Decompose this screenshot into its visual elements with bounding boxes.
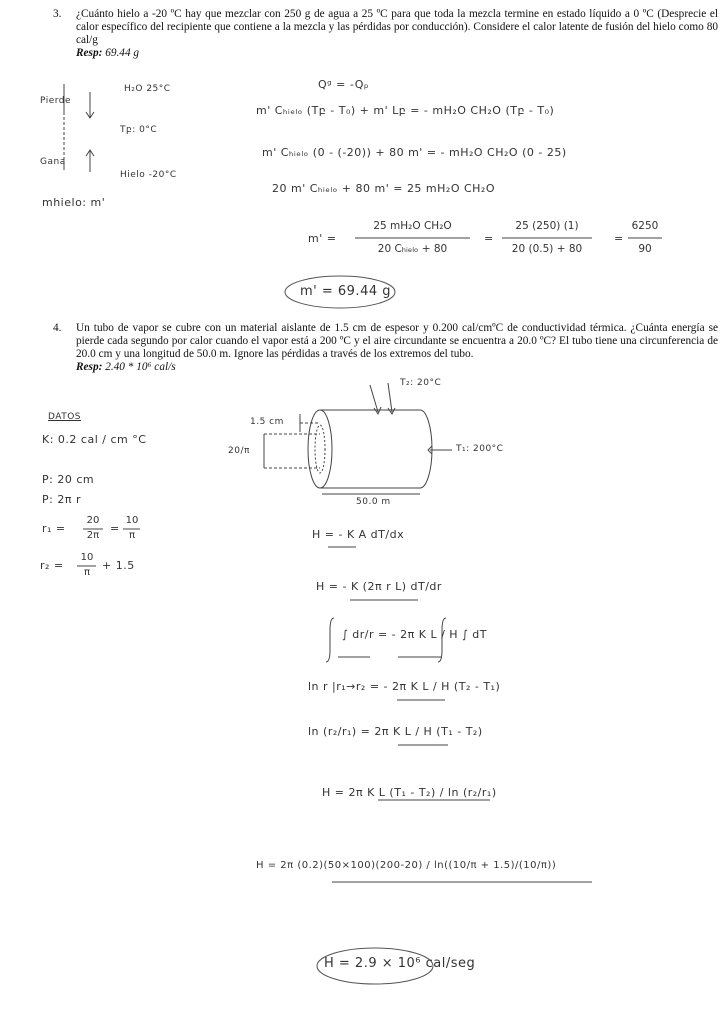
label-steam-temp: T₁: 200°C [456, 444, 504, 454]
equation: H = 2π (0.2)(50×100)(200-20) / ln((10/π + 1.5)/(10/π)) [256, 860, 557, 871]
note-r2-lhs: r₂ = [40, 559, 64, 572]
fraction-denominator: 90 [638, 243, 652, 255]
fraction-denominator: π [83, 567, 91, 578]
fraction-numerator: 10 [80, 552, 94, 563]
boxed-result: m' = 69.44 g [300, 284, 391, 299]
equation: m' Cₕᵢₑₗₒ (0 - (-20)) + 80 m' = - mH₂O CH₂O (0 - 25) [262, 146, 567, 159]
problem-number: 3. [53, 8, 62, 20]
fraction-numerator: 10 [125, 515, 139, 526]
note-r1-lhs: r₁ = [42, 522, 66, 535]
label-diameter: 20/π [228, 446, 250, 456]
fraction-numerator: 25 (250) (1) [515, 220, 579, 232]
fraction-denominator: π [128, 530, 136, 541]
fraction-numerator: 20 [86, 515, 100, 526]
note-gana: Gana [40, 157, 66, 167]
problem-answer: Resp: 69.44 g [76, 47, 140, 59]
equation-lhs: m' = [308, 232, 337, 245]
equals-sign: = [110, 522, 120, 535]
note-pierde: Pierde [40, 96, 72, 106]
problem-statement: ¿Cuánto hielo a -20 ºC hay que mezclar con 250 g de agua a 25 ºC para que toda la mezcla termine en estado líquido a 0 ºC (Desprecie el calor específico del recipiente que contiene a la mezcla y las pérdidas por conducción). Considere el calor latente de fusión del hielo como 80 cal/g [76, 8, 718, 46]
equation: H = - K A dT/dx [312, 528, 405, 541]
equals-sign: = [614, 232, 624, 245]
problem-answer: Resp: 2.40 * 10⁶ cal/s [76, 361, 176, 373]
boxed-result: H = 2.9 × 10⁶ cal/seg [324, 956, 476, 971]
equation: H = - K (2π r L) dT/dr [316, 580, 442, 593]
equation: 20 m' Cₕᵢₑₗₒ + 80 m' = 25 mH₂O CH₂O [272, 182, 496, 195]
label-thickness: 1.5 cm [250, 417, 284, 427]
note-r2-rest: + 1.5 [102, 559, 135, 572]
problem-number: 4. [53, 322, 62, 334]
fraction-denominator: 20 Cₕᵢₑₗₒ + 80 [377, 243, 448, 255]
note-ice-temp: Hielo -20°C [120, 170, 177, 180]
label-length: 50.0 m [356, 497, 391, 507]
fraction-denominator: 20 (0.5) + 80 [511, 243, 583, 255]
note-perimeter: P: 20 cm [42, 473, 95, 486]
equals-sign: = [484, 232, 494, 245]
equation: H = 2π K L (T₁ - T₂) / ln (r₂/r₁) [322, 786, 497, 799]
data-heading: DATOS [48, 412, 82, 422]
fraction-numerator: 25 mH₂O CH₂O [373, 220, 452, 232]
equation: Qᵍ = -Qₚ [318, 78, 370, 91]
note-water-temp: H₂O 25°C [124, 84, 171, 94]
note-final-temp: Tբ: 0°C [120, 125, 158, 135]
label-air-temp: T₂: 20°C [400, 378, 442, 388]
equation: ln r |r₁→r₂ = - 2π K L / H (T₂ - T₁) [308, 680, 501, 693]
equation: ln (r₂/r₁) = 2π K L / H (T₁ - T₂) [308, 725, 483, 738]
note-ice-mass: mhielo: m' [42, 196, 106, 209]
note-perimeter-formula: P: 2π r [42, 493, 81, 506]
equation: ∫ dr/r = - 2π K L / H ∫ dT [342, 628, 487, 641]
problem-statement: Un tubo de vapor se cubre con un material aislante de 1.5 cm de espesor y 0.200 cal/cmºC de conductividad térmica. ¿Cuánta energía se pierde cada segundo por calor cuando el vapor está a 200 ºC y el aire circundante se encuentra a 20.0 ºC? El tubo tiene una circunferencia de 20.0 cm y una longitud de 50.0 m. Ignore las pérdidas a través de los extremos del tubo. [76, 322, 718, 360]
fraction-denominator: 2π [86, 530, 100, 541]
equation: m' Cₕᵢₑₗₒ (Tբ - T₀) + m' Lբ = - mH₂O CH₂O (Tբ - T₀) [256, 104, 555, 117]
fraction-numerator: 6250 [631, 220, 659, 232]
note-conductivity: K: 0.2 cal / cm °C [42, 433, 147, 446]
